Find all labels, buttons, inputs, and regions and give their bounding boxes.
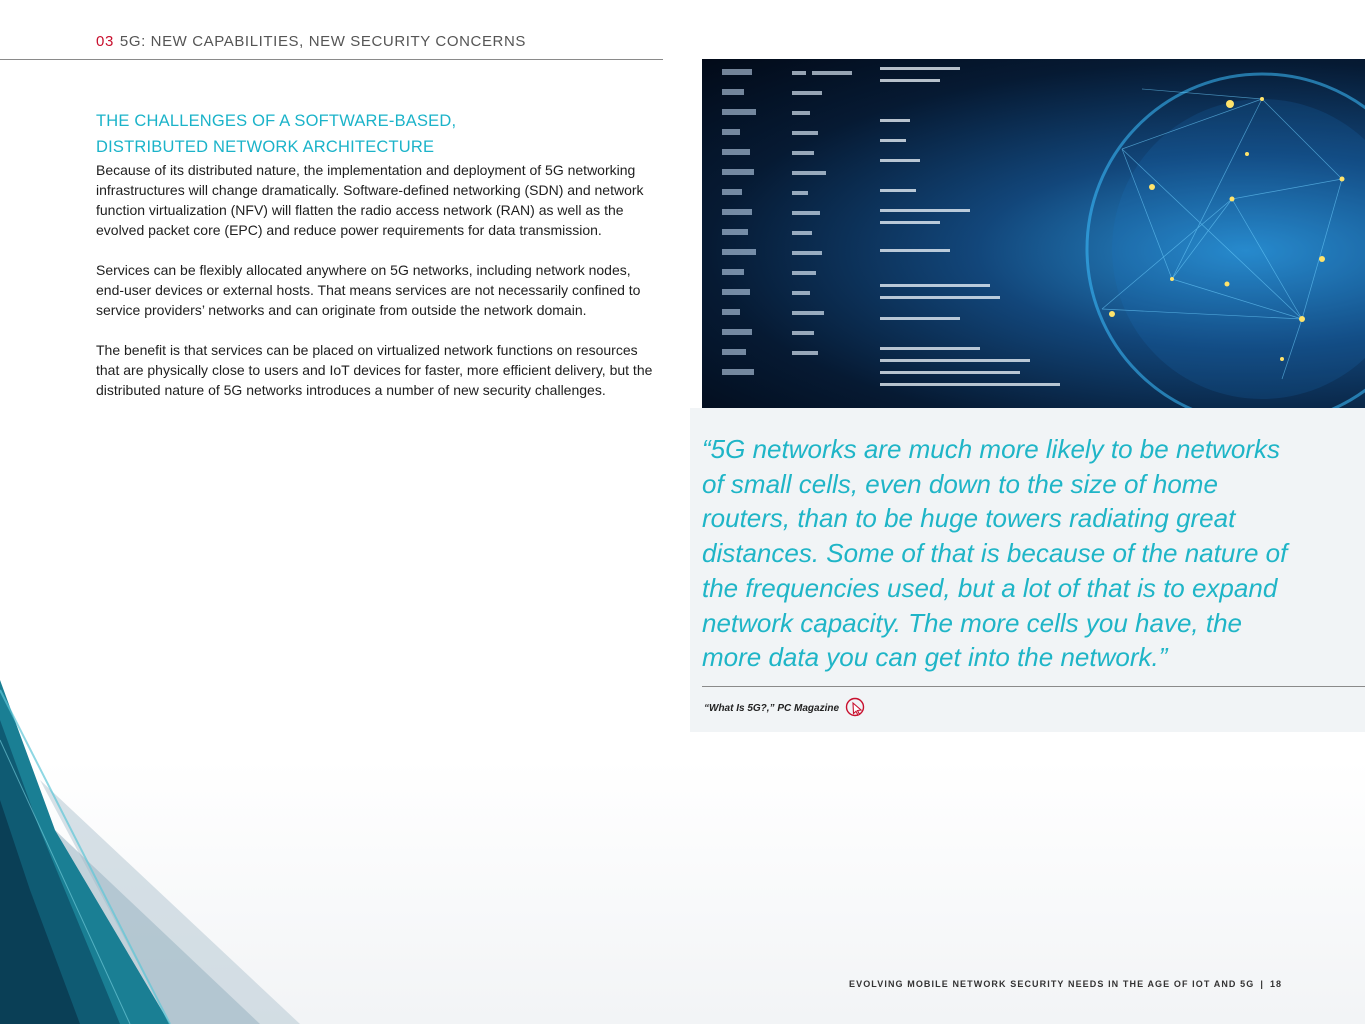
section-number: 03 <box>96 33 114 50</box>
body-text <box>96 160 656 420</box>
header-divider <box>0 59 663 60</box>
quote-citation <box>704 697 867 719</box>
section-header <box>96 33 526 50</box>
cursor-click-icon[interactable] <box>845 697 867 719</box>
network-globe-image <box>702 59 1365 408</box>
footer-separator: | <box>1260 979 1264 989</box>
decorative-corner-art <box>0 680 300 1024</box>
paragraph: Services can be flexibly allocated anywhere on 5G networks, including network nodes, end-user devices or external hosts. That means services are not necessarily confined to service providers’ networks and can originate from outside the network domain. <box>96 262 641 318</box>
page-number: 18 <box>1269 979 1283 989</box>
quote-divider <box>702 686 1365 687</box>
paragraph: Because of its distributed nature, the implementation and deployment of 5G networking infrastructures will change dramatically. Software-defined networking (SDN) and network function virtualization (NFV) will flatten the radio access network (RAN) as well as the evolved packet core (EPC) and reduce power requirements for data transmission. <box>96 162 644 238</box>
footer-doc-title: EVOLVING MOBILE NETWORK SECURITY NEEDS IN THE AGE OF IOT AND 5G <box>849 979 1255 989</box>
network-illustration <box>702 59 1365 408</box>
citation-text: “What Is 5G?,” PC Magazine <box>704 702 840 714</box>
section-title: 5G: NEW CAPABILITIES, NEW SECURITY CONCERNS <box>119 33 527 50</box>
paragraph: The benefit is that services can be placed on virtualized network functions on resources that are physically close to users and IoT devices for faster, more efficient delivery, but the distributed nature of 5G networks introduces a number of new security challenges. <box>96 342 653 398</box>
section-heading <box>96 108 656 160</box>
page-footer <box>849 979 1282 989</box>
section-heading-line-1: THE CHALLENGES OF A SOFTWARE-BASED, <box>96 112 457 130</box>
pull-quote: “5G networks are much more likely to be networks of small cells, even down to the size of home routers, than to be huge towers radiating great distances. Some of that is because of the nature of the frequencies used, but a lot of that is to expand network capacity. The more cells you have, the more data you can get into the network.” <box>702 434 1288 673</box>
section-heading-line-2: DISTRIBUTED NETWORK ARCHITECTURE <box>96 138 435 156</box>
